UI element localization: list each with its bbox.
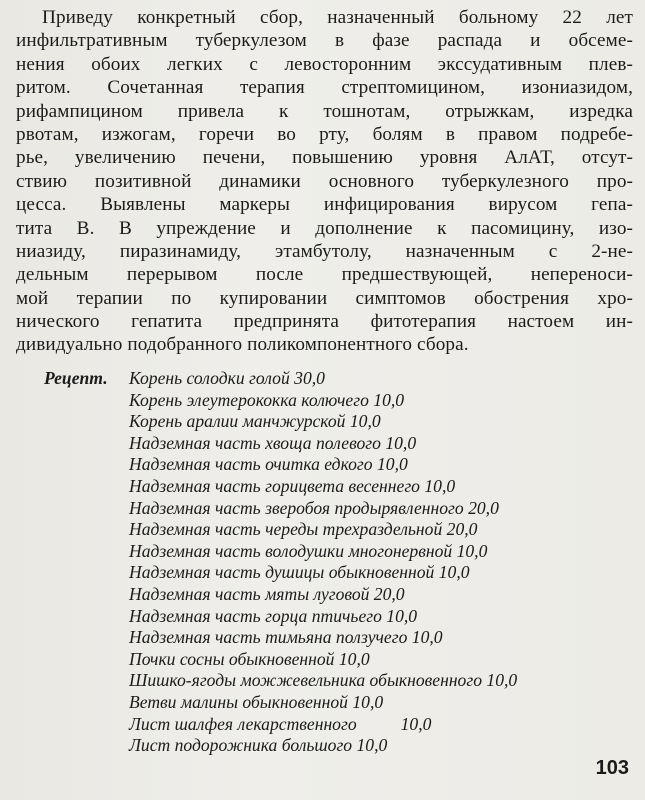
recipe-row <box>44 649 604 671</box>
paragraph-line: ниазиду, пиразинамиду, этамбутолу, назначенным с 2-не- <box>16 240 633 262</box>
recipe-item: Лист подорожника большого 10,0 <box>129 735 388 756</box>
recipe-item: Надземная часть очитка едкого 10,0 <box>129 454 408 475</box>
paragraph-line: тита В. В упреждение и дополнение к пасомицину, изо- <box>16 217 633 239</box>
paragraph-line: нения обоих легких с левосторонним экссудативным плев- <box>16 53 633 75</box>
recipe-row <box>44 541 604 563</box>
paragraph-line: ствию позитивной динамики основного туберкулезного про- <box>16 170 633 192</box>
recipe-row <box>44 498 604 520</box>
recipe-row <box>44 670 604 692</box>
recipe-label: Рецепт. <box>44 368 108 388</box>
paragraph-line: рвотам, изжогам, горечи во рту, болям в правом подребе- <box>16 123 633 145</box>
recipe-row <box>44 390 604 412</box>
recipe-row <box>44 433 604 455</box>
recipe-item: Ветви малины обыкновенной 10,0 <box>129 691 384 712</box>
paragraph-line: нического гепатита предпринята фитотерапия настоем ин- <box>16 311 633 333</box>
recipe-item: Надземная часть тимьяна ползучего 10,0 <box>129 627 443 648</box>
body-paragraph <box>16 6 633 357</box>
recipe-item: Надземная часть зверобоя продырявленного 20,0 <box>129 497 499 518</box>
recipe-item: Надземная часть володушки многонервной 10,0 <box>129 540 488 561</box>
paragraph-line: мой терапии по купировании симптомов обострения хро- <box>16 287 633 309</box>
recipe-row <box>44 562 604 584</box>
paragraph-line: рифампицином привела к тошнотам, отрыжкам, изредка <box>16 100 633 122</box>
recipe-row <box>44 368 604 390</box>
paragraph-line: инфильтративным туберкулезом в фазе распада и обсеме- <box>16 30 633 52</box>
recipe-row <box>44 476 604 498</box>
recipe-item: Надземная часть череды трехраздельной 20,0 <box>129 519 478 540</box>
recipe-row <box>44 454 604 476</box>
recipe-item: Надземная часть душицы обыкновенной 10,0 <box>129 562 470 583</box>
paragraph-line: дельным перерывом после предшествующей, непереноси- <box>16 264 633 286</box>
recipe-row <box>44 692 604 714</box>
recipe-item: Надземная часть горца птичьего 10,0 <box>129 605 418 626</box>
page-number: 103 <box>595 757 629 779</box>
recipe-item: Шишко-ягоды можжевельника обыкновенного 10,0 <box>129 670 518 691</box>
recipe-row <box>44 627 604 649</box>
paragraph-line: дивидуально подобранного поликомпонентного сбора. <box>16 334 469 356</box>
recipe-row <box>44 735 604 757</box>
paragraph-line: рье, увеличению печени, повышению уровня АлАТ, отсут- <box>16 147 633 169</box>
recipe-row <box>44 411 604 433</box>
paragraph-line: ритом. Сочетанная терапия стрептомицином, изониазидом, <box>16 77 633 99</box>
recipe-row <box>44 714 604 736</box>
recipe-row <box>44 606 604 628</box>
paragraph-line: цесса. Выявлены маркеры инфицирования вирусом гепа- <box>16 194 633 216</box>
recipe-item: Корень аралии манчжурской 10,0 <box>129 411 381 432</box>
recipe-list <box>44 368 604 757</box>
recipe-item: Почки сосны обыкновенной 10,0 <box>129 648 370 669</box>
paragraph-line: Приведу конкретный сбор, назначенный больному 22 лет <box>42 7 633 28</box>
recipe-item: Надземная часть мяты луговой 20,0 <box>129 583 405 604</box>
recipe-item: Корень солодки голой 30,0 <box>129 368 325 388</box>
recipe-row <box>44 584 604 606</box>
recipe-item: Надземная часть горицвета весеннего 10,0 <box>129 475 456 496</box>
recipe-item: Корень элеутерококка колючего 10,0 <box>129 389 405 410</box>
recipe-item: Надземная часть хвоща полевого 10,0 <box>129 432 417 453</box>
recipe-item: Лист шалфея лекарственного 10,0 <box>129 713 432 734</box>
recipe-row <box>44 519 604 541</box>
